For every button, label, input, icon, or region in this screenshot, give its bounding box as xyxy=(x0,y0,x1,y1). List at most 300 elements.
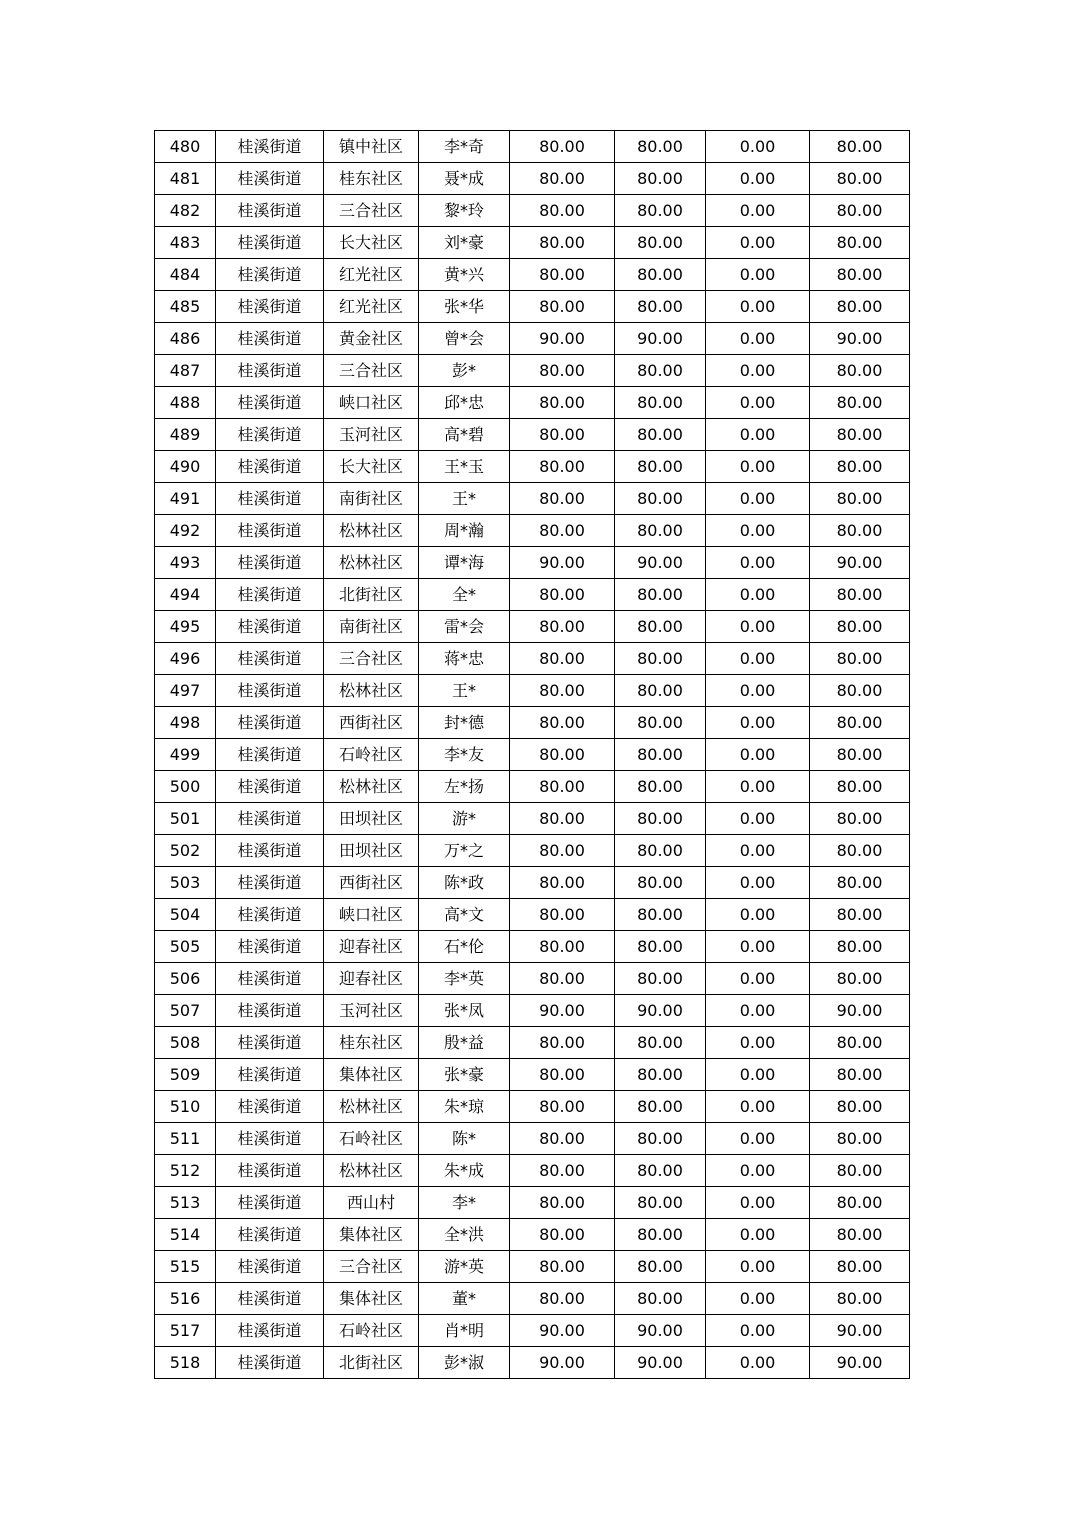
cell-name: 全* xyxy=(419,579,510,611)
table-row xyxy=(155,515,910,547)
cell-amount-c: 0.00 xyxy=(706,1187,810,1219)
cell-index: 501 xyxy=(155,803,216,835)
table-row xyxy=(155,1091,910,1123)
cell-amount-b: 80.00 xyxy=(615,131,706,163)
cell-amount-a: 80.00 xyxy=(510,483,615,515)
cell-amount-b: 90.00 xyxy=(615,1347,706,1379)
cell-amount-b: 80.00 xyxy=(615,1155,706,1187)
cell-community: 松林社区 xyxy=(324,1091,419,1123)
cell-amount-b: 80.00 xyxy=(615,1091,706,1123)
cell-index: 517 xyxy=(155,1315,216,1347)
cell-amount-total: 80.00 xyxy=(810,195,910,227)
cell-amount-c: 0.00 xyxy=(706,195,810,227)
cell-amount-total: 80.00 xyxy=(810,131,910,163)
cell-community: 峡口社区 xyxy=(324,899,419,931)
cell-street: 桂溪街道 xyxy=(216,995,324,1027)
cell-name: 陈*政 xyxy=(419,867,510,899)
cell-name: 高*碧 xyxy=(419,419,510,451)
cell-amount-a: 80.00 xyxy=(510,515,615,547)
cell-amount-c: 0.00 xyxy=(706,1315,810,1347)
cell-amount-total: 90.00 xyxy=(810,323,910,355)
cell-street: 桂溪街道 xyxy=(216,835,324,867)
cell-amount-b: 80.00 xyxy=(615,899,706,931)
cell-street: 桂溪街道 xyxy=(216,387,324,419)
cell-amount-b: 80.00 xyxy=(615,579,706,611)
cell-amount-c: 0.00 xyxy=(706,1155,810,1187)
cell-index: 509 xyxy=(155,1059,216,1091)
cell-amount-c: 0.00 xyxy=(706,1027,810,1059)
cell-community: 长大社区 xyxy=(324,227,419,259)
cell-amount-c: 0.00 xyxy=(706,131,810,163)
table-row xyxy=(155,387,910,419)
cell-name: 陈* xyxy=(419,1123,510,1155)
cell-amount-a: 80.00 xyxy=(510,1251,615,1283)
cell-community: 南街社区 xyxy=(324,611,419,643)
cell-index: 513 xyxy=(155,1187,216,1219)
cell-amount-c: 0.00 xyxy=(706,291,810,323)
cell-amount-b: 80.00 xyxy=(615,259,706,291)
cell-name: 李*奇 xyxy=(419,131,510,163)
cell-amount-total: 90.00 xyxy=(810,1347,910,1379)
cell-amount-a: 80.00 xyxy=(510,227,615,259)
cell-name: 石*伦 xyxy=(419,931,510,963)
cell-amount-a: 90.00 xyxy=(510,323,615,355)
cell-name: 聂*成 xyxy=(419,163,510,195)
cell-name: 张*凤 xyxy=(419,995,510,1027)
cell-amount-a: 90.00 xyxy=(510,1315,615,1347)
cell-amount-a: 80.00 xyxy=(510,739,615,771)
cell-amount-c: 0.00 xyxy=(706,675,810,707)
table-row xyxy=(155,323,910,355)
cell-index: 490 xyxy=(155,451,216,483)
cell-name: 万*之 xyxy=(419,835,510,867)
cell-amount-c: 0.00 xyxy=(706,707,810,739)
cell-name: 朱*琼 xyxy=(419,1091,510,1123)
cell-amount-b: 90.00 xyxy=(615,1315,706,1347)
cell-name: 游* xyxy=(419,803,510,835)
table-row xyxy=(155,1123,910,1155)
table-row xyxy=(155,259,910,291)
cell-amount-c: 0.00 xyxy=(706,259,810,291)
cell-index: 492 xyxy=(155,515,216,547)
cell-community: 石岭社区 xyxy=(324,1315,419,1347)
cell-community: 镇中社区 xyxy=(324,131,419,163)
cell-street: 桂溪街道 xyxy=(216,1347,324,1379)
cell-amount-b: 80.00 xyxy=(615,355,706,387)
cell-name: 彭* xyxy=(419,355,510,387)
cell-amount-total: 80.00 xyxy=(810,515,910,547)
cell-amount-b: 80.00 xyxy=(615,1123,706,1155)
cell-street: 桂溪街道 xyxy=(216,643,324,675)
cell-amount-a: 80.00 xyxy=(510,579,615,611)
cell-amount-a: 80.00 xyxy=(510,1091,615,1123)
cell-amount-total: 80.00 xyxy=(810,771,910,803)
cell-amount-total: 80.00 xyxy=(810,675,910,707)
cell-index: 506 xyxy=(155,963,216,995)
cell-street: 桂溪街道 xyxy=(216,771,324,803)
cell-amount-total: 80.00 xyxy=(810,643,910,675)
cell-amount-b: 80.00 xyxy=(615,867,706,899)
cell-index: 482 xyxy=(155,195,216,227)
table-row xyxy=(155,739,910,771)
cell-amount-total: 80.00 xyxy=(810,1155,910,1187)
cell-amount-b: 80.00 xyxy=(615,963,706,995)
cell-name: 蒋*忠 xyxy=(419,643,510,675)
cell-index: 488 xyxy=(155,387,216,419)
cell-amount-c: 0.00 xyxy=(706,547,810,579)
cell-community: 集体社区 xyxy=(324,1283,419,1315)
cell-index: 493 xyxy=(155,547,216,579)
cell-index: 502 xyxy=(155,835,216,867)
table-row xyxy=(155,1155,910,1187)
cell-community: 桂东社区 xyxy=(324,163,419,195)
cell-community: 松林社区 xyxy=(324,771,419,803)
cell-name: 殷*益 xyxy=(419,1027,510,1059)
cell-community: 松林社区 xyxy=(324,675,419,707)
data-table xyxy=(154,130,910,1379)
cell-index: 486 xyxy=(155,323,216,355)
cell-amount-total: 80.00 xyxy=(810,1027,910,1059)
cell-community: 三合社区 xyxy=(324,355,419,387)
cell-community: 田坝社区 xyxy=(324,835,419,867)
cell-index: 497 xyxy=(155,675,216,707)
cell-community: 黄金社区 xyxy=(324,323,419,355)
cell-name: 左*扬 xyxy=(419,771,510,803)
cell-amount-a: 80.00 xyxy=(510,131,615,163)
cell-amount-c: 0.00 xyxy=(706,163,810,195)
cell-amount-total: 80.00 xyxy=(810,1091,910,1123)
cell-street: 桂溪街道 xyxy=(216,739,324,771)
cell-amount-total: 80.00 xyxy=(810,963,910,995)
cell-community: 石岭社区 xyxy=(324,1123,419,1155)
cell-index: 518 xyxy=(155,1347,216,1379)
table-row xyxy=(155,1283,910,1315)
cell-amount-c: 0.00 xyxy=(706,963,810,995)
cell-amount-b: 80.00 xyxy=(615,739,706,771)
cell-street: 桂溪街道 xyxy=(216,1123,324,1155)
cell-amount-b: 80.00 xyxy=(615,419,706,451)
cell-community: 田坝社区 xyxy=(324,803,419,835)
cell-amount-c: 0.00 xyxy=(706,835,810,867)
cell-index: 481 xyxy=(155,163,216,195)
cell-amount-total: 80.00 xyxy=(810,739,910,771)
cell-name: 张*华 xyxy=(419,291,510,323)
cell-name: 董* xyxy=(419,1283,510,1315)
cell-name: 黄*兴 xyxy=(419,259,510,291)
cell-community: 三合社区 xyxy=(324,1251,419,1283)
cell-amount-b: 80.00 xyxy=(615,227,706,259)
cell-amount-c: 0.00 xyxy=(706,323,810,355)
cell-index: 503 xyxy=(155,867,216,899)
cell-name: 谭*海 xyxy=(419,547,510,579)
cell-index: 480 xyxy=(155,131,216,163)
cell-index: 487 xyxy=(155,355,216,387)
cell-amount-c: 0.00 xyxy=(706,1059,810,1091)
cell-amount-a: 80.00 xyxy=(510,451,615,483)
cell-street: 桂溪街道 xyxy=(216,451,324,483)
table-row xyxy=(155,1251,910,1283)
cell-street: 桂溪街道 xyxy=(216,131,324,163)
cell-amount-total: 80.00 xyxy=(810,451,910,483)
cell-amount-total: 80.00 xyxy=(810,707,910,739)
cell-amount-b: 80.00 xyxy=(615,1059,706,1091)
table-row xyxy=(155,1347,910,1379)
table-row xyxy=(155,291,910,323)
cell-amount-b: 80.00 xyxy=(615,387,706,419)
cell-name: 李*友 xyxy=(419,739,510,771)
cell-name: 曾*会 xyxy=(419,323,510,355)
cell-amount-b: 80.00 xyxy=(615,1251,706,1283)
cell-index: 516 xyxy=(155,1283,216,1315)
cell-street: 桂溪街道 xyxy=(216,355,324,387)
cell-amount-c: 0.00 xyxy=(706,899,810,931)
cell-index: 510 xyxy=(155,1091,216,1123)
cell-community: 三合社区 xyxy=(324,195,419,227)
cell-amount-a: 80.00 xyxy=(510,707,615,739)
cell-community: 西街社区 xyxy=(324,707,419,739)
cell-amount-total: 80.00 xyxy=(810,1251,910,1283)
cell-amount-b: 80.00 xyxy=(615,707,706,739)
cell-amount-total: 80.00 xyxy=(810,835,910,867)
cell-street: 桂溪街道 xyxy=(216,291,324,323)
cell-amount-a: 80.00 xyxy=(510,771,615,803)
cell-amount-total: 80.00 xyxy=(810,483,910,515)
cell-amount-b: 90.00 xyxy=(615,547,706,579)
cell-amount-a: 80.00 xyxy=(510,835,615,867)
cell-name: 朱*成 xyxy=(419,1155,510,1187)
cell-amount-a: 80.00 xyxy=(510,867,615,899)
table-row xyxy=(155,227,910,259)
cell-amount-c: 0.00 xyxy=(706,1251,810,1283)
table-row xyxy=(155,1059,910,1091)
cell-amount-b: 80.00 xyxy=(615,1219,706,1251)
cell-amount-b: 80.00 xyxy=(615,195,706,227)
cell-amount-total: 80.00 xyxy=(810,259,910,291)
cell-index: 495 xyxy=(155,611,216,643)
cell-community: 长大社区 xyxy=(324,451,419,483)
cell-index: 507 xyxy=(155,995,216,1027)
cell-amount-a: 80.00 xyxy=(510,1219,615,1251)
cell-amount-c: 0.00 xyxy=(706,643,810,675)
cell-community: 松林社区 xyxy=(324,547,419,579)
cell-street: 桂溪街道 xyxy=(216,1219,324,1251)
cell-amount-total: 80.00 xyxy=(810,931,910,963)
cell-name: 李* xyxy=(419,1187,510,1219)
cell-street: 桂溪街道 xyxy=(216,1283,324,1315)
cell-amount-b: 80.00 xyxy=(615,1187,706,1219)
cell-name: 邱*忠 xyxy=(419,387,510,419)
cell-amount-b: 80.00 xyxy=(615,675,706,707)
cell-amount-a: 80.00 xyxy=(510,163,615,195)
cell-amount-total: 80.00 xyxy=(810,899,910,931)
cell-amount-a: 80.00 xyxy=(510,931,615,963)
cell-name: 张*豪 xyxy=(419,1059,510,1091)
cell-street: 桂溪街道 xyxy=(216,803,324,835)
cell-amount-c: 0.00 xyxy=(706,579,810,611)
cell-amount-total: 80.00 xyxy=(810,163,910,195)
cell-amount-a: 80.00 xyxy=(510,1059,615,1091)
cell-amount-a: 80.00 xyxy=(510,1155,615,1187)
cell-street: 桂溪街道 xyxy=(216,675,324,707)
table-row xyxy=(155,803,910,835)
table-row xyxy=(155,1219,910,1251)
table-row xyxy=(155,483,910,515)
cell-street: 桂溪街道 xyxy=(216,707,324,739)
cell-amount-total: 80.00 xyxy=(810,803,910,835)
cell-amount-a: 80.00 xyxy=(510,803,615,835)
cell-index: 499 xyxy=(155,739,216,771)
cell-name: 王* xyxy=(419,675,510,707)
cell-amount-c: 0.00 xyxy=(706,355,810,387)
cell-street: 桂溪街道 xyxy=(216,515,324,547)
table-row xyxy=(155,195,910,227)
cell-street: 桂溪街道 xyxy=(216,931,324,963)
cell-index: 485 xyxy=(155,291,216,323)
cell-street: 桂溪街道 xyxy=(216,259,324,291)
cell-community: 桂东社区 xyxy=(324,1027,419,1059)
cell-community: 迎春社区 xyxy=(324,963,419,995)
cell-community: 集体社区 xyxy=(324,1059,419,1091)
cell-index: 508 xyxy=(155,1027,216,1059)
cell-amount-total: 90.00 xyxy=(810,995,910,1027)
cell-community: 松林社区 xyxy=(324,1155,419,1187)
cell-street: 桂溪街道 xyxy=(216,1027,324,1059)
cell-street: 桂溪街道 xyxy=(216,227,324,259)
cell-amount-b: 90.00 xyxy=(615,995,706,1027)
cell-community: 北街社区 xyxy=(324,579,419,611)
table-row xyxy=(155,963,910,995)
table-row xyxy=(155,931,910,963)
cell-amount-c: 0.00 xyxy=(706,1283,810,1315)
table-row xyxy=(155,547,910,579)
cell-community: 石岭社区 xyxy=(324,739,419,771)
cell-amount-c: 0.00 xyxy=(706,387,810,419)
cell-community: 北街社区 xyxy=(324,1347,419,1379)
cell-amount-total: 80.00 xyxy=(810,867,910,899)
cell-amount-total: 80.00 xyxy=(810,291,910,323)
cell-amount-a: 90.00 xyxy=(510,547,615,579)
cell-amount-total: 80.00 xyxy=(810,1283,910,1315)
cell-name: 雷*会 xyxy=(419,611,510,643)
cell-amount-b: 80.00 xyxy=(615,643,706,675)
cell-amount-a: 80.00 xyxy=(510,1187,615,1219)
cell-amount-c: 0.00 xyxy=(706,451,810,483)
cell-amount-a: 80.00 xyxy=(510,1283,615,1315)
cell-amount-b: 80.00 xyxy=(615,451,706,483)
cell-index: 505 xyxy=(155,931,216,963)
cell-name: 刘*豪 xyxy=(419,227,510,259)
cell-amount-b: 80.00 xyxy=(615,611,706,643)
cell-name: 黎*玲 xyxy=(419,195,510,227)
table-row xyxy=(155,707,910,739)
cell-index: 494 xyxy=(155,579,216,611)
cell-street: 桂溪街道 xyxy=(216,483,324,515)
cell-amount-c: 0.00 xyxy=(706,771,810,803)
table-row xyxy=(155,995,910,1027)
cell-index: 489 xyxy=(155,419,216,451)
cell-amount-total: 80.00 xyxy=(810,611,910,643)
cell-street: 桂溪街道 xyxy=(216,611,324,643)
table-row xyxy=(155,835,910,867)
cell-street: 桂溪街道 xyxy=(216,323,324,355)
cell-amount-total: 80.00 xyxy=(810,1123,910,1155)
table-body xyxy=(155,131,910,1379)
table-row xyxy=(155,1187,910,1219)
cell-index: 504 xyxy=(155,899,216,931)
cell-amount-c: 0.00 xyxy=(706,867,810,899)
cell-street: 桂溪街道 xyxy=(216,1155,324,1187)
cell-amount-total: 80.00 xyxy=(810,1059,910,1091)
table-row xyxy=(155,867,910,899)
cell-index: 500 xyxy=(155,771,216,803)
cell-amount-c: 0.00 xyxy=(706,483,810,515)
cell-amount-total: 80.00 xyxy=(810,387,910,419)
cell-community: 三合社区 xyxy=(324,643,419,675)
cell-amount-b: 80.00 xyxy=(615,931,706,963)
cell-amount-c: 0.00 xyxy=(706,1219,810,1251)
cell-amount-a: 80.00 xyxy=(510,195,615,227)
cell-index: 512 xyxy=(155,1155,216,1187)
cell-index: 484 xyxy=(155,259,216,291)
cell-amount-a: 80.00 xyxy=(510,291,615,323)
cell-amount-b: 80.00 xyxy=(615,835,706,867)
cell-name: 全*洪 xyxy=(419,1219,510,1251)
cell-amount-b: 80.00 xyxy=(615,515,706,547)
cell-amount-a: 80.00 xyxy=(510,643,615,675)
cell-amount-c: 0.00 xyxy=(706,419,810,451)
cell-name: 封*德 xyxy=(419,707,510,739)
cell-community: 峡口社区 xyxy=(324,387,419,419)
table-row xyxy=(155,771,910,803)
cell-amount-a: 80.00 xyxy=(510,899,615,931)
cell-amount-c: 0.00 xyxy=(706,515,810,547)
cell-community: 集体社区 xyxy=(324,1219,419,1251)
cell-amount-a: 90.00 xyxy=(510,1347,615,1379)
cell-name: 彭*淑 xyxy=(419,1347,510,1379)
cell-amount-a: 80.00 xyxy=(510,611,615,643)
table-row xyxy=(155,675,910,707)
cell-amount-total: 90.00 xyxy=(810,547,910,579)
table-row xyxy=(155,419,910,451)
cell-name: 高*文 xyxy=(419,899,510,931)
cell-index: 491 xyxy=(155,483,216,515)
cell-street: 桂溪街道 xyxy=(216,419,324,451)
cell-amount-a: 80.00 xyxy=(510,1027,615,1059)
cell-amount-b: 80.00 xyxy=(615,291,706,323)
cell-amount-b: 80.00 xyxy=(615,1283,706,1315)
cell-name: 游*英 xyxy=(419,1251,510,1283)
cell-amount-b: 80.00 xyxy=(615,1027,706,1059)
table-row xyxy=(155,451,910,483)
cell-community: 西山村 xyxy=(324,1187,419,1219)
cell-amount-total: 80.00 xyxy=(810,355,910,387)
cell-amount-total: 80.00 xyxy=(810,1187,910,1219)
cell-index: 515 xyxy=(155,1251,216,1283)
cell-amount-c: 0.00 xyxy=(706,931,810,963)
cell-index: 496 xyxy=(155,643,216,675)
cell-index: 511 xyxy=(155,1123,216,1155)
cell-street: 桂溪街道 xyxy=(216,867,324,899)
table-row xyxy=(155,1315,910,1347)
cell-index: 514 xyxy=(155,1219,216,1251)
table-row xyxy=(155,163,910,195)
table-row xyxy=(155,611,910,643)
cell-street: 桂溪街道 xyxy=(216,163,324,195)
table-row xyxy=(155,1027,910,1059)
cell-name: 李*英 xyxy=(419,963,510,995)
cell-community: 玉河社区 xyxy=(324,419,419,451)
cell-community: 松林社区 xyxy=(324,515,419,547)
